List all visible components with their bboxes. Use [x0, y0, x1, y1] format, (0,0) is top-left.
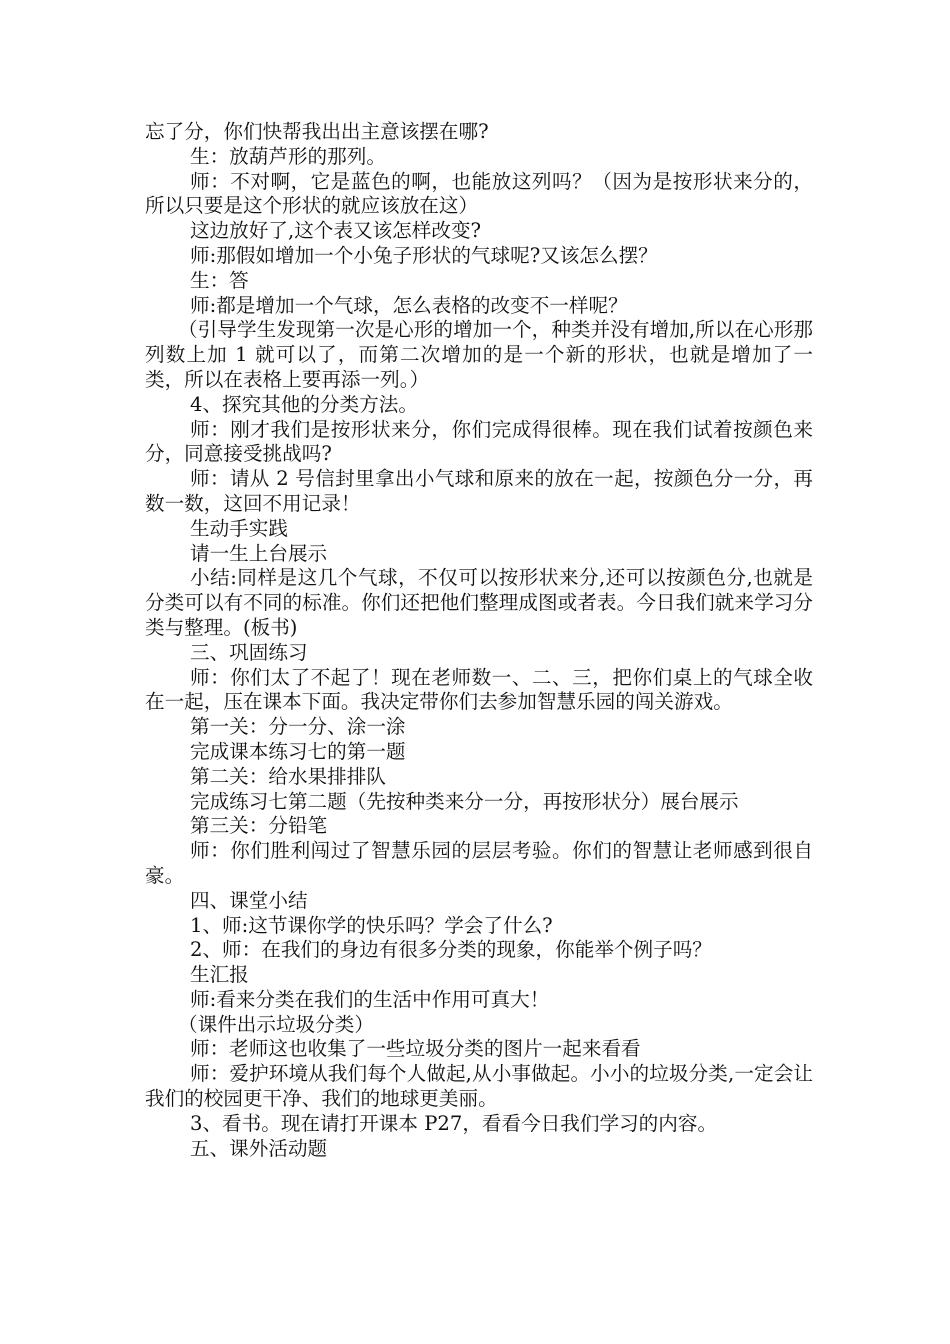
paragraph: 4、探究其他的分类方法。 [190, 392, 418, 416]
paragraph: 生汇报 [190, 963, 249, 987]
paragraph: 师：不对啊，它是蓝色的啊，也能放这列吗？（因为是按形状来分的，所以只要是这个形状的就应该放在这） [145, 169, 813, 218]
paragraph: 生：答 [190, 268, 249, 292]
paragraph: 小结:同样是这几个气球，不仅可以按形状来分,还可以按颜色分,也就是分类可以有不同的标准。你们还把他们整理成图或者表。今日我们就来学习分类与整理。(板书) [145, 566, 813, 639]
paragraph: 第二关：给水果排排队 [190, 764, 386, 788]
paragraph: 师:那假如增加一个小兔子形状的气球呢?又该怎么摆？ [190, 243, 658, 267]
paragraph: 师：老师这也收集了一些垃圾分类的图片一起来看看 [190, 1037, 641, 1061]
paragraph: 这边放好了,这个表又该怎样改变? [190, 219, 482, 243]
paragraph: 3、看书。现在请打开课本 P27，看看今日我们学习的内容。 [190, 1111, 718, 1135]
paragraph: 师:看来分类在我们的生活中作用可真大！ [190, 987, 550, 1011]
paragraph: 师：爱护环境从我们每个人做起,从小事做起。小小的垃圾分类,一定会让我们的校园更干净、我们的地球更美丽。 [145, 1062, 813, 1111]
paragraph: 生动手实践 [190, 516, 288, 540]
paragraph: （课件出示垃圾分类） [178, 1012, 374, 1036]
paragraph: （引导学生发现第一次是心形的增加一个，种类并没有增加,所以在心形那列数上加 1 就可以了，而第二次增加的是一个新的形状，也就是增加了一类，所以在表格上要再添一列。） [145, 318, 813, 391]
section-heading: 四、课堂小结 [190, 888, 308, 912]
paragraph: 忘了分，你们快帮我出出主意该摆在哪? [145, 120, 489, 143]
paragraph: 第一关：分一分、涂一涂 [190, 715, 406, 739]
paragraph: 1、师:这节课你学的快乐吗？学会了什么? [190, 913, 553, 937]
paragraph: 完成课本练习七的第一题 [190, 739, 406, 763]
paragraph: 师：刚才我们是按形状来分，你们完成得很棒。现在我们试着按颜色来分，同意接受挑战吗? [145, 417, 813, 466]
paragraph: 师：你们胜利闯过了智慧乐园的层层考验。你们的智慧让老师感到很自豪。 [145, 839, 813, 887]
paragraph: 生：放葫芦形的那列。 [190, 144, 386, 168]
paragraph: 师：你们太了不起了！现在老师数一、二、三，把你们桌上的气球全收在一起，压在课本下面。我决定带你们去参加智慧乐园的闯关游戏。 [145, 665, 813, 714]
section-heading: 三、巩固练习 [190, 640, 308, 664]
paragraph: 师：请从 2 号信封里拿出小气球和原来的放在一起，按颜色分一分，再数一数，这回不用记录！ [145, 467, 813, 515]
paragraph: 师:都是增加一个气球，怎么表格的改变不一样呢？ [190, 293, 628, 317]
paragraph: 2、师：在我们的身边有很多分类的现象，你能举个例子吗？ [190, 938, 712, 962]
paragraph: 完成练习七第二题（先按种类来分一分，再按形状分）展台展示 [190, 789, 739, 813]
paragraph: 请一生上台展示 [190, 541, 328, 565]
section-heading: 五、课外活动题 [190, 1136, 328, 1160]
body-text [145, 120, 813, 1161]
paragraph: 第三关：分铅笔 [190, 814, 328, 838]
